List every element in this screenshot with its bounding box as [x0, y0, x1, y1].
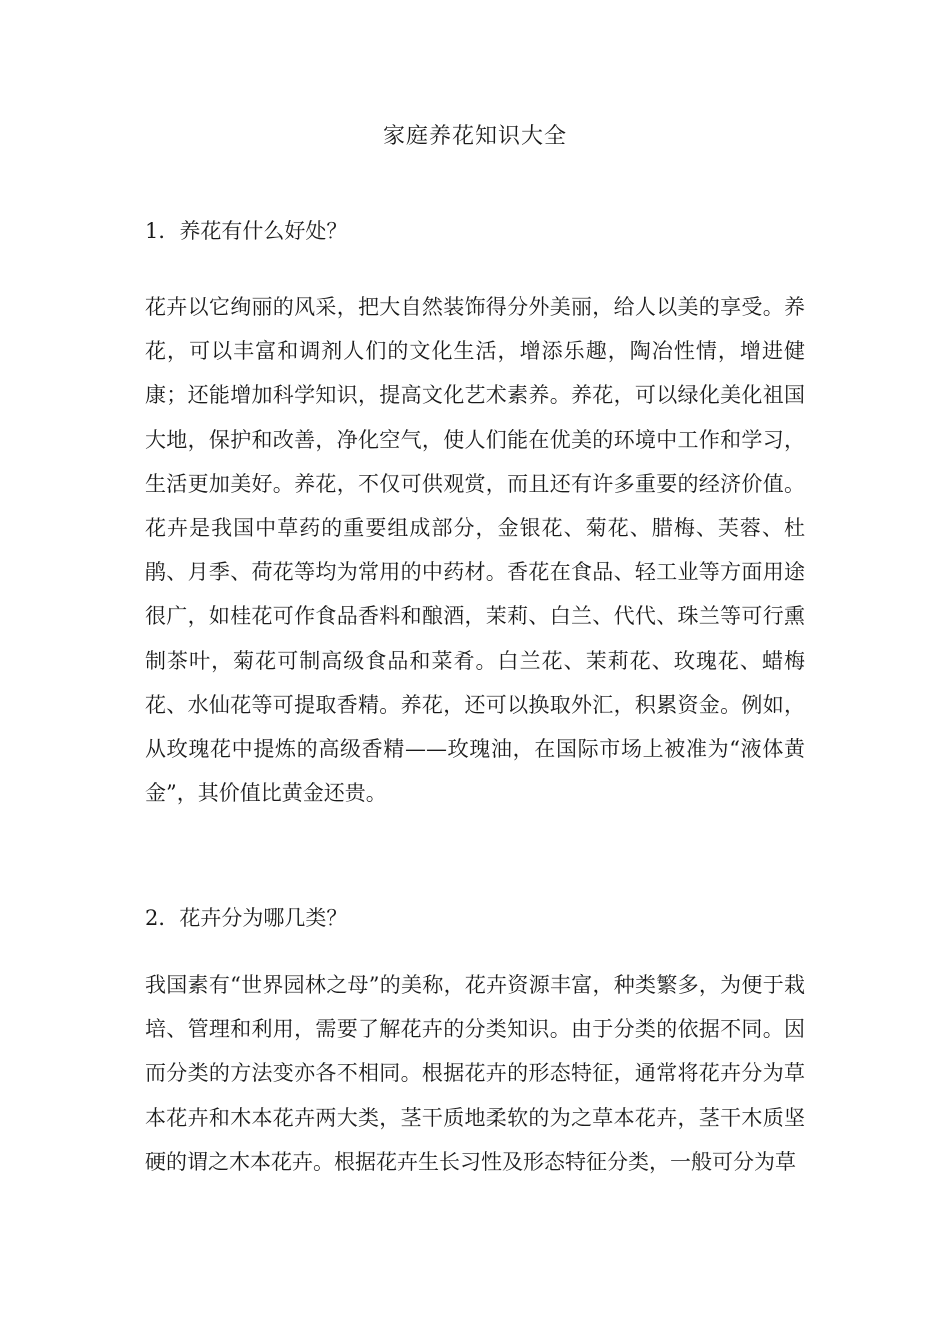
section-heading-benefits: 1．养花有什么好处？	[145, 219, 348, 243]
section-body-classification: 我国素有“世界园林之母”的美称，花卉资源丰富，种类繁多，为便于栽培、管理和利用，需要了解花卉的分类知识。由于分类的依据不同。因而分类的方法变亦各不相同。根据花卉的形态特征，通常将花卉分为草本花卉和木本花卉两大类，茎干质地柔软的为之草本花卉，茎干木质坚硬的谓之木本花卉。根据花卉生长习性及形态特征分类，一般可分为草	[145, 973, 805, 1174]
section-heading-classification: 2．花卉分为哪几类？	[145, 906, 348, 930]
document-title: 家庭养花知识大全	[382, 124, 567, 149]
section-body-benefits: 花卉以它绚丽的风采，把大自然装饰得分外美丽，给人以美的享受。养花，可以丰富和调剂人们的文化生活，增添乐趣，陶冶性情，增进健康；还能增加科学知识，提高文化艺术素养。养花，可以绿化美化祖国大地，保护和改善，净化空气，使人们能在优美的环境中工作和学习，生活更加美好。养花，不仅可供观赏，而且还有许多重要的经济价值。花卉是我国中草药的重要组成部分，金银花、菊花、腊梅、芙蓉、杜鹃、月季、荷花等均为常用的中药材。香花在食品、轻工业等方面用途很广，如桂花可作食品香料和酿酒，茉莉、白兰、代代、珠兰等可行熏制茶叶，菊花可制高级食品和菜肴。白兰花、茉莉花、玫瑰花、蜡梅花、水仙花等可提取香精。养花，还可以换取外汇，积累资金。例如，从玫瑰花中提炼的高级香精——玫瑰油，在国际市场上被准为“液体黄金”，其价值比黄金还贵。	[145, 295, 805, 806]
